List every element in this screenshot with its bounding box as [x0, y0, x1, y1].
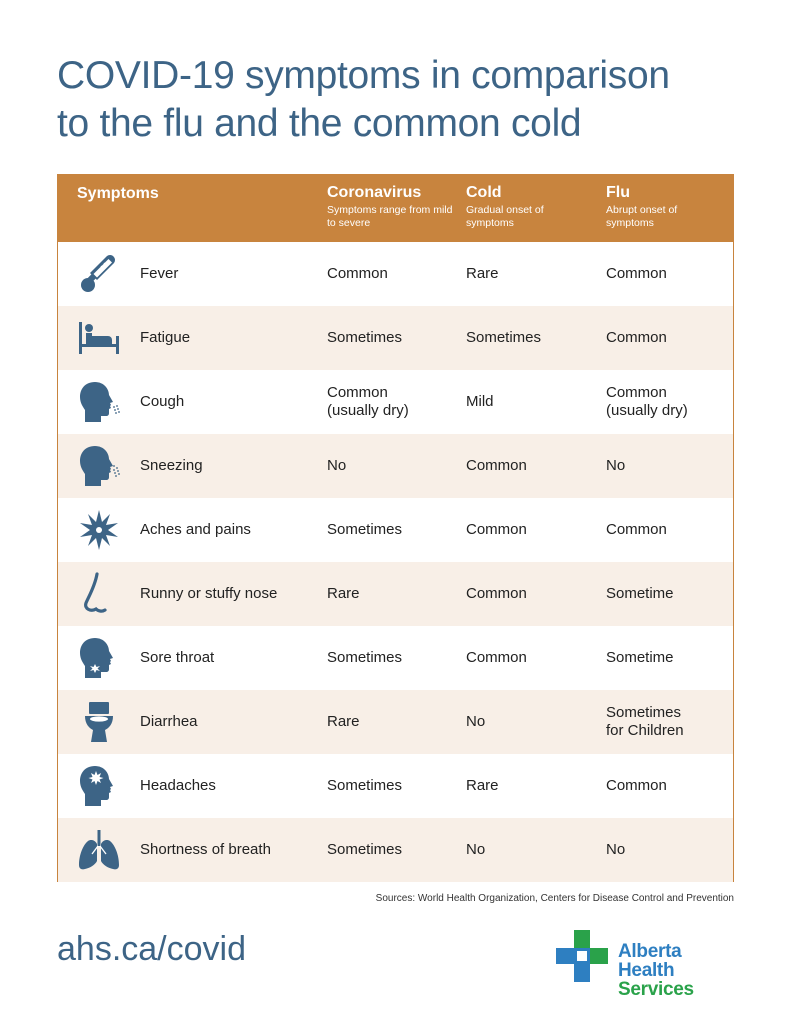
sore-throat-head-icon [76, 636, 122, 680]
symptom-label: Fever [140, 265, 179, 282]
symptom-label: Fatigue [140, 329, 191, 346]
table-row [58, 242, 733, 306]
sneeze-head-icon [76, 444, 122, 488]
title-line-2: to the flu and the common cold [57, 102, 582, 145]
table-row [58, 690, 733, 754]
cold-value: Common [466, 649, 527, 666]
page-title [57, 52, 757, 148]
coronavirus-value: No [327, 457, 347, 474]
coronavirus-value: Rare [327, 713, 360, 730]
header-coronavirus [327, 184, 462, 230]
coronavirus-value: Sometimes [327, 649, 403, 666]
coronavirus-value: Sometimes [327, 329, 403, 346]
table-row [58, 370, 733, 434]
header-symptoms: Symptoms [77, 185, 159, 202]
symptom-label: Sore throat [140, 649, 215, 666]
cold-value: Sometimes [466, 329, 542, 346]
website-link[interactable]: ahs.ca/covid [57, 930, 246, 968]
header-coronavirus-sub: Symptoms range from mild to severe [327, 204, 453, 229]
header-cold-label: Cold [466, 184, 502, 201]
symptom-label: Aches and pains [140, 521, 251, 538]
cold-value: Rare [466, 777, 499, 794]
nose-icon [76, 572, 122, 616]
starburst-icon [76, 508, 122, 552]
table-row [58, 818, 733, 882]
sources-note: Sources: World Health Organization, Centers for Disease Control and Prevention [375, 893, 734, 904]
flu-value: Sometime [606, 585, 674, 602]
cough-head-icon [76, 380, 122, 424]
flu-value: Common (usually dry) [606, 384, 688, 419]
symptom-label: Sneezing [140, 457, 203, 474]
flu-value: Sometime [606, 649, 674, 666]
toilet-icon [76, 700, 122, 744]
coronavirus-value: Rare [327, 585, 360, 602]
cold-value: No [466, 841, 486, 858]
ahs-wordmark-line-2: Services [618, 979, 694, 1000]
coronavirus-value: Common (usually dry) [327, 384, 409, 419]
cold-value: Common [466, 585, 527, 602]
cold-value: Rare [466, 265, 499, 282]
flu-value: Common [606, 777, 667, 794]
cold-value: Mild [466, 393, 494, 410]
table-row [58, 306, 733, 370]
flu-value: Common [606, 521, 667, 538]
table-row [58, 562, 733, 626]
ahs-wordmark [618, 942, 736, 999]
bed-icon [76, 316, 122, 360]
coronavirus-value: Common [327, 265, 388, 282]
header-coronavirus-label: Coronavirus [327, 184, 422, 201]
table-row [58, 498, 733, 562]
header-flu-sub: Abrupt onset of symptoms [606, 204, 678, 229]
coronavirus-value: Sometimes [327, 841, 403, 858]
flu-value: No [606, 841, 626, 858]
header-flu [606, 184, 741, 230]
symptom-label: Runny or stuffy nose [140, 585, 278, 602]
cold-value: No [466, 713, 486, 730]
symptom-label: Cough [140, 393, 185, 410]
flu-value: Sometimes for Children [606, 704, 684, 739]
ahs-logo [556, 930, 736, 1000]
header-cold-sub: Gradual onset of symptoms [466, 204, 544, 229]
lungs-icon [76, 828, 122, 872]
table-row [58, 754, 733, 818]
table-row [58, 434, 733, 498]
header-flu-label: Flu [606, 184, 630, 201]
thermometer-icon [76, 252, 122, 296]
flu-value: Common [606, 329, 667, 346]
table-header [58, 175, 733, 242]
header-cold [466, 184, 601, 230]
ahs-cross-icon [556, 930, 608, 982]
symptom-label: Headaches [140, 777, 216, 794]
cold-value: Common [466, 457, 527, 474]
flu-value: Common [606, 265, 667, 282]
coronavirus-value: Sometimes [327, 521, 403, 538]
flu-value: No [606, 457, 626, 474]
cold-value: Common [466, 521, 527, 538]
title-line-1: COVID-19 symptoms in comparison [57, 54, 670, 97]
symptom-label: Diarrhea [140, 713, 198, 730]
coronavirus-value: Sometimes [327, 777, 403, 794]
headache-head-icon [76, 764, 122, 808]
ahs-wordmark-line-1: Alberta Health [618, 941, 682, 981]
table-row [58, 626, 733, 690]
comparison-table [57, 174, 734, 882]
symptom-label: Shortness of breath [140, 841, 271, 858]
